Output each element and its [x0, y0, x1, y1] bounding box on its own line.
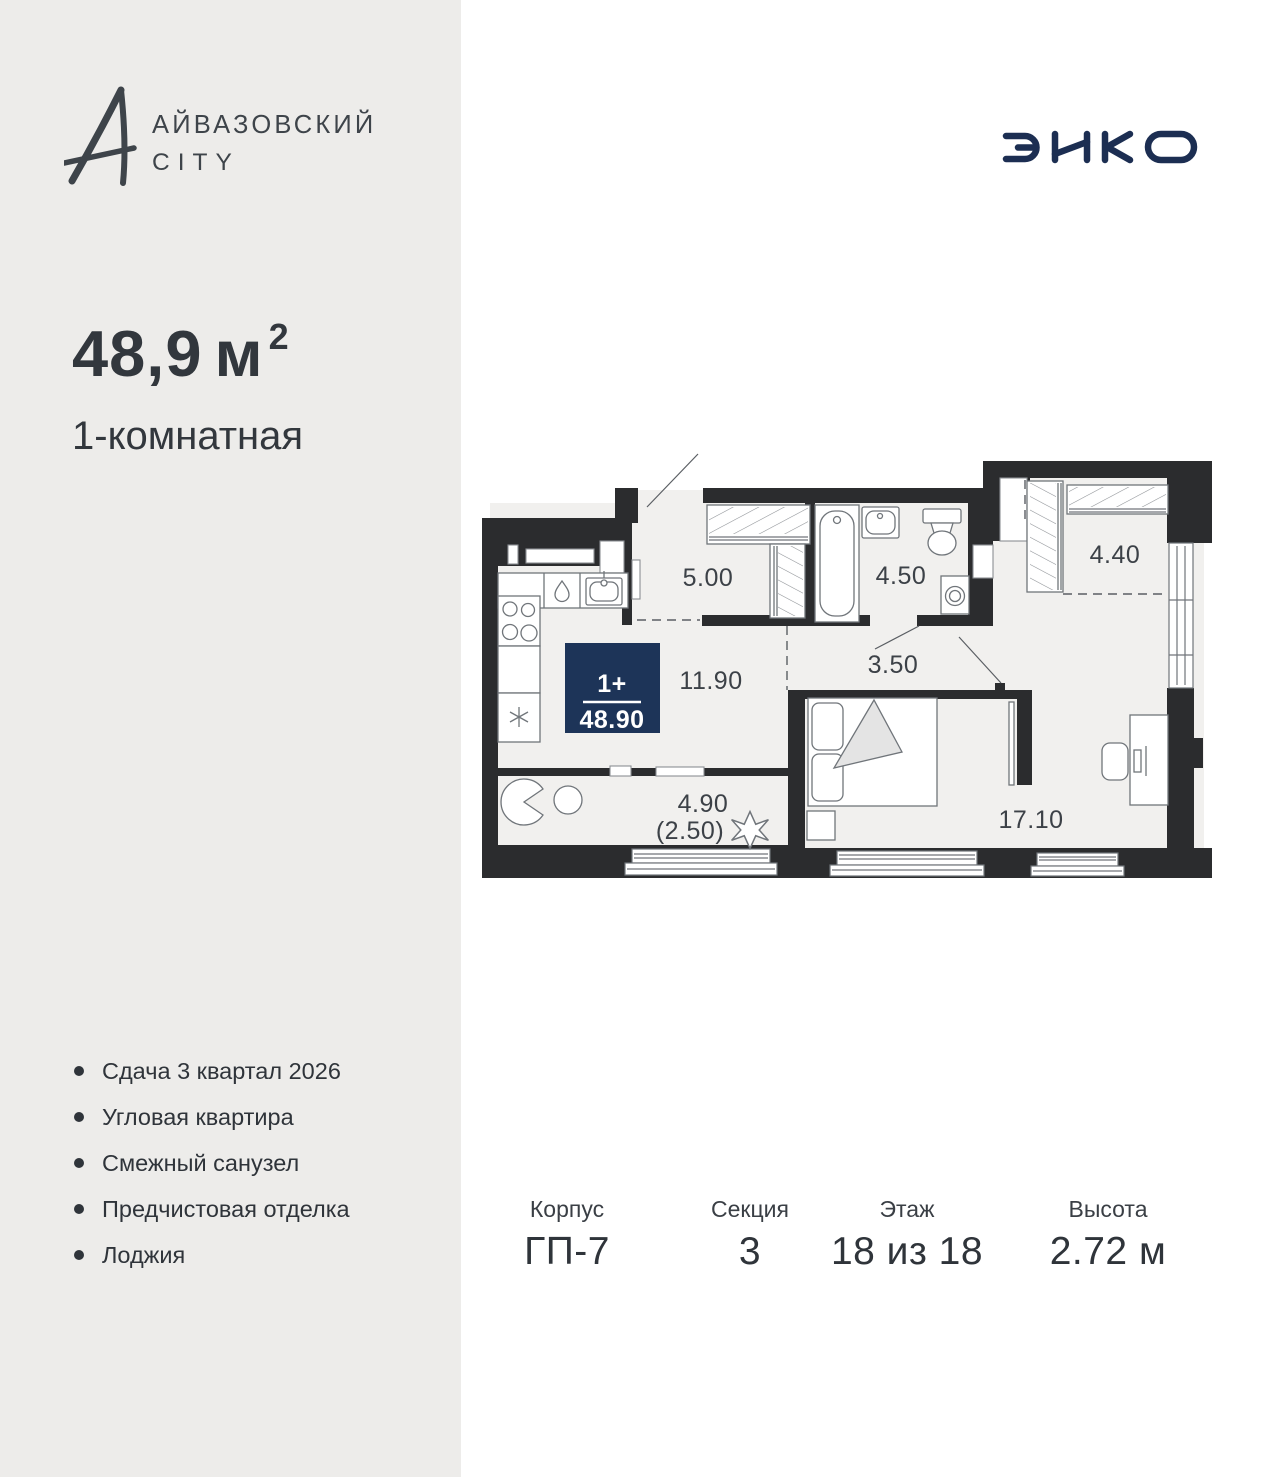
room-label-living: 17.10	[998, 806, 1064, 834]
wardrobe-corridor-top	[707, 505, 810, 544]
room-label-kitchen: 11.90	[679, 667, 743, 695]
detail-section	[675, 1196, 825, 1274]
feature-item	[74, 1140, 350, 1186]
nightstand	[807, 811, 835, 840]
detail-label: Секция	[711, 1196, 789, 1222]
wardrobe-440-vertical	[1027, 481, 1063, 592]
dishwasher	[498, 693, 540, 742]
area-badge	[565, 643, 660, 734]
detail-value: ГП-7	[524, 1230, 610, 1273]
feature-item	[74, 1094, 350, 1140]
developer-logo	[998, 124, 1206, 170]
bullet-icon	[74, 1066, 84, 1076]
detail-label: Этаж	[879, 1196, 935, 1222]
area-unit: м	[214, 317, 264, 390]
letter-n-bar	[1055, 142, 1087, 154]
feature-label: Сдача 3 квартал 2026	[102, 1057, 341, 1084]
wardrobe-corridor-side	[770, 544, 805, 618]
detail-floor	[817, 1196, 997, 1274]
detail-building	[492, 1196, 642, 1274]
feature-label: Предчистовая отделка	[102, 1195, 350, 1222]
detail-height	[1018, 1196, 1198, 1274]
project-name-line1: АЙВАЗОВСКИЙ	[152, 111, 377, 139]
badge-area: 48.90	[579, 706, 645, 734]
washing-machine	[941, 576, 969, 614]
desk-chair	[1102, 743, 1128, 780]
apartment-type: 1-комнатная	[72, 414, 304, 458]
room-label-bathroom: 4.50	[875, 562, 927, 590]
detail-value: 3	[738, 1230, 762, 1273]
feature-label: Лоджия	[102, 1241, 186, 1268]
room-label-hall: 3.50	[867, 651, 919, 679]
sliding-door	[1009, 702, 1014, 785]
room-label-wardrobe: 4.40	[1089, 541, 1141, 569]
bullet-icon	[74, 1158, 84, 1168]
details-row	[0, 1196, 1280, 1286]
project-name-line2: CITY	[152, 149, 240, 176]
detail-value: 2.72 м	[1049, 1230, 1167, 1273]
floor-plan	[482, 450, 1212, 895]
room-label-loggia: 4.90	[677, 790, 729, 818]
area-value: 48,9	[72, 317, 203, 390]
area-superscript: 2	[268, 316, 290, 358]
detail-label: Высота	[1068, 1196, 1148, 1222]
logo-a-mark	[64, 90, 134, 183]
bathtub	[815, 505, 859, 622]
kitchen-cabinet	[498, 646, 540, 693]
area-title	[72, 316, 290, 391]
badge-rooms: 1+	[597, 670, 627, 698]
feature-label: Угловая квартира	[102, 1103, 294, 1130]
project-logo	[64, 86, 404, 198]
bed	[808, 698, 937, 806]
detail-value: 18 из 18	[830, 1230, 984, 1273]
kitchen-stove	[498, 596, 540, 646]
wardrobe-440-horizontal	[1067, 485, 1168, 514]
letter-o	[1148, 134, 1194, 160]
bathroom-sink	[862, 507, 899, 538]
letter-k-arms	[1107, 134, 1130, 160]
room-label-corridor: 5.00	[682, 564, 734, 592]
feature-item	[74, 1048, 350, 1094]
loggia-table	[554, 786, 582, 814]
bullet-icon	[74, 1112, 84, 1122]
feature-label: Смежный санузел	[102, 1149, 300, 1176]
room-label-loggia-reduced: (2.50)	[655, 817, 725, 845]
detail-label: Корпус	[529, 1196, 605, 1222]
